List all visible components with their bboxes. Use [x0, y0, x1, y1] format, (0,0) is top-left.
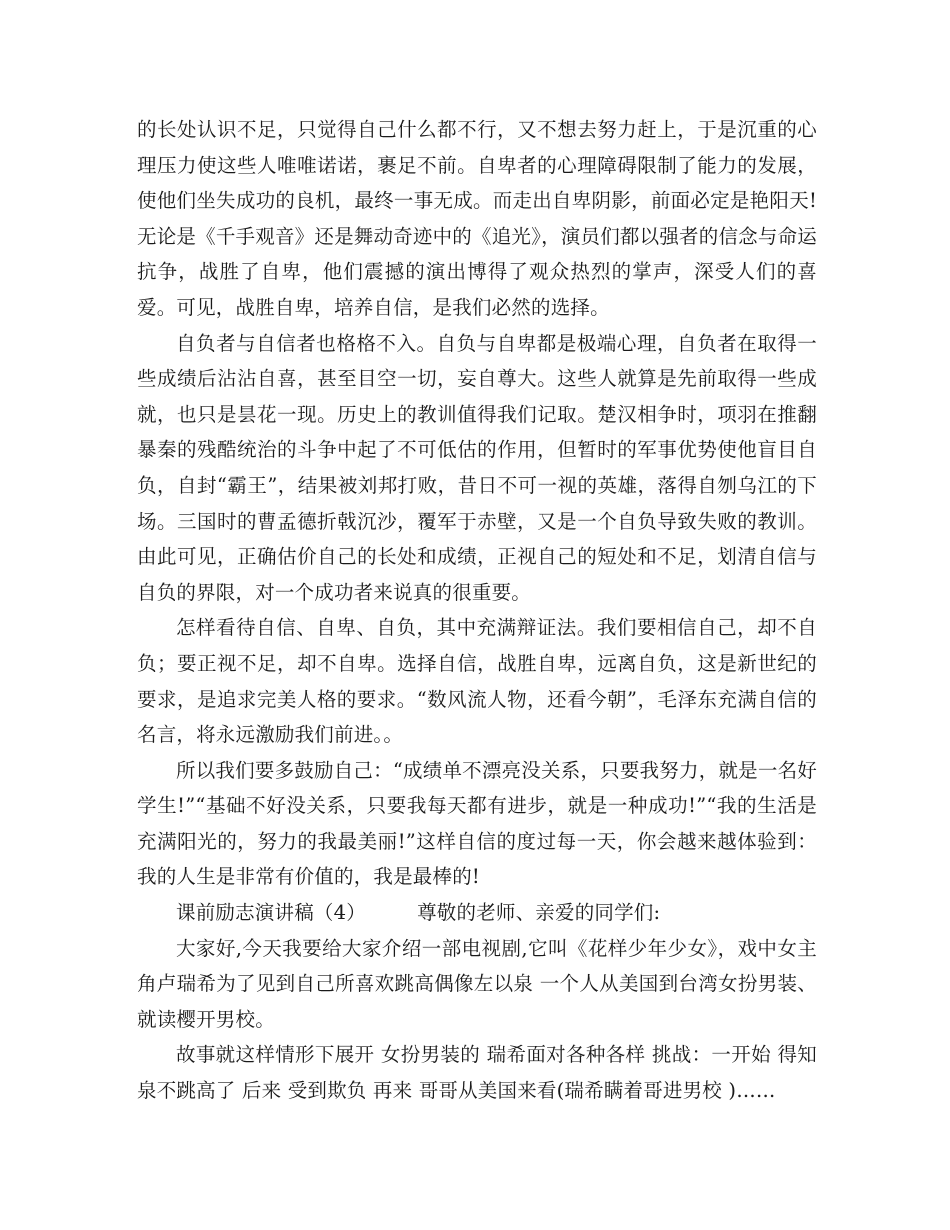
body-text: [137, 112, 817, 1109]
paragraph-6: 故事就这样情形下展开 女扮男装的 瑞希面对各种各样 挑战：一开始 得知泉不跳高了 后来 受到欺负 再来 哥哥从美国来看(瑞希瞒着哥进男校 )……: [137, 1043, 817, 1103]
paragraph-3: 怎样看待自信、自卑、自负，其中充满辩证法。我们要相信自己，却不自负；要正视不足，却不自卑。选择自信，战胜自卑，远离自负，这是新世纪的要求，是追求完美人格的要求。“数风流人物，还看今朝”，毛泽东充满自信的名言，将永远激励我们前进。。: [137, 616, 817, 747]
speech-heading-line: 课前励志演讲稿（4） 尊敬的老师、亲爱的同学们:: [176, 901, 661, 925]
paragraph-4: 所以我们要多鼓励自己：“成绩单不漂亮没关系，只要我努力，就是一名好学生!”“基础不好没关系，只要我每天都有进步，就是一种成功!”“我的生活是充满阳光的，努力的我最美丽!”这样自信的度过每一天，你会越来越体验到：我的人生是非常有价值的，我是最棒的!: [137, 758, 817, 889]
paragraph-1: 的长处认识不足，只觉得自己什么都不行，又不想去努力赶上，于是沉重的心理压力使这些人唯唯诺诺，裹足不前。自卑者的心理障碍限制了能力的发展，使他们坐失成功的良机，最终一事无成。而走出自卑阴影，前面必定是艳阳天!无论是《千手观音》还是舞动奇迹中的《追光》，演员们都以强者的信念与命运抗争，战胜了自卑，他们震撼的演出博得了观众热烈的掌声，深受人们的喜爱。可见，战胜自卑，培养自信，是我们必然的选择。: [137, 118, 817, 319]
paragraph-2: 自负者与自信者也格格不入。自负与自卑都是极端心理，自负者在取得一些成绩后沾沾自喜，甚至目空一切，妄自尊大。这些人就算是先前取得一些成就，也只是昙花一现。历史上的教训值得我们记取。楚汉相争时，项羽在推翻暴秦的残酷统治的斗争中起了不可低估的作用，但暂时的军事优势使他盲目自负，自封“霸王”，结果被刘邦打败，昔日不可一视的英雄，落得自刎乌江的下场。三国时的曹孟德折戟沉沙，覆军于赤壁，又是一个自负导致失败的教训。由此可见，正确估价自己的长处和成绩，正视自己的短处和不足，划清自信与自负的界限，对一个成功者来说真的很重要。: [137, 331, 817, 604]
paragraph-5: 大家好,今天我要给大家介绍一部电视剧,它叫《花样少年少女》，戏中女主角卢瑞希为了见到自己所喜欢跳高偶像左以泉 一个人从美国到台湾女扮男装、就读樱开男校。: [137, 936, 817, 1031]
